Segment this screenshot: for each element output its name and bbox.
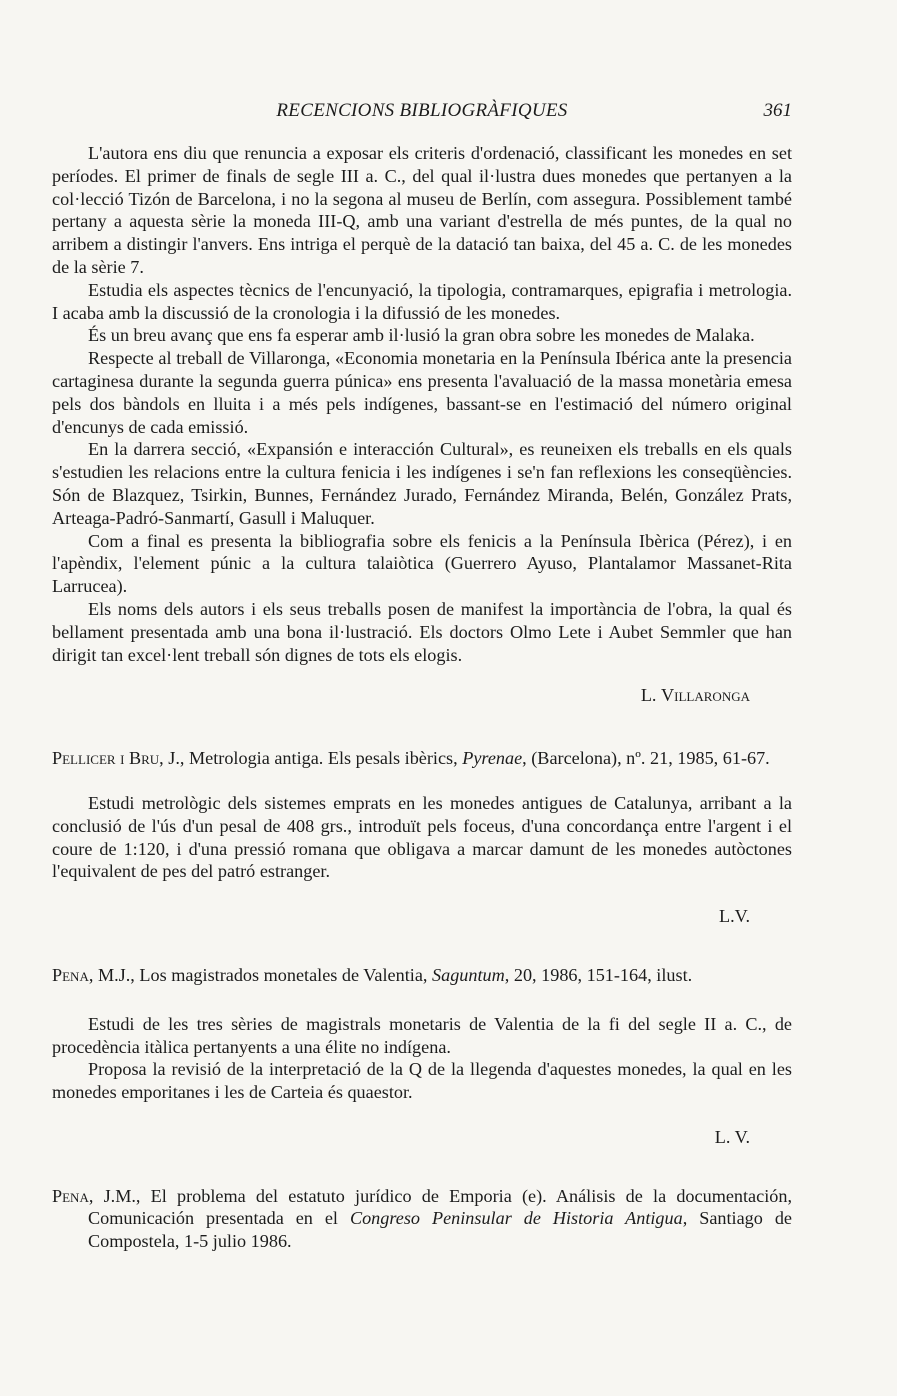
reviewer-signature: L.V. [719,906,750,927]
review-entry [52,747,792,928]
running-title: RECENCIONS BIBLIOGRÀFIQUES [276,100,568,121]
paragraph: És un breu avanç que ens fa esperar amb il·lusió la gran obra sobre les monedes de Malaka. [88,325,755,346]
review-continuation [52,142,792,707]
citation-author: Pena [52,964,89,985]
paragraph: Proposa la revisió de la interpretació de la Q de la llegenda d'aquestes monedes, la qual en les monedes emporitanes i les de Carteia és quaestor. [52,1059,792,1103]
paragraph: Respecte al treball de Villaronga, «Economia monetaria en la Península Ibérica ante la presencia cartaginesa durante la segunda guerra púnica» ens presenta l'avaluació de la massa monetària emesa pels dos bàndols en lluita i a més pels indígenes, bassant-se en l'estimació del número original d'encunys de cada emissió. [52,348,792,437]
page-body [52,142,792,1275]
citation-tail: , (Barcelona), nº. 21, 1985, 61-67. [522,748,770,769]
bibliographic-citation [52,747,792,770]
citation-author: Pena [52,1185,89,1206]
paragraph: Com a final es presenta la bibliografia sobre els fenicis a la Península Ibèrica (Pérez), i en l'apèndix, l'element púnic a la cultura talaiòtica (Guerrero Ayuso, Plantalamor Massanet-Rita Larrucea). [52,530,792,597]
citation-text: , J., Metrologia antiga. Els pesals ibèrics, [159,748,463,769]
paragraph: Estudia els aspectes tècnics de l'encunyació, la tipologia, contramarques, epigrafia i metrologia. I acaba amb la discussió de la cronologia i la difussió de les monedes. [52,279,792,323]
paragraph: Estudi metrològic dels sistemes emprats en les monedes antigues de Catalunya, arribant a la conclusió de l'ús d'un pesal de 408 grs., introduït pels foceus, d'una concordança entre l'argent i el coure de 1:120, i d'una pressió romana que obligava a marcar damunt de les monedes autòctones l'equivalent de pes del patró estranger. [52,792,792,882]
signature-name: Villaronga [661,685,750,706]
citation-journal: Congreso Peninsular de Historia Antigua [349,1208,683,1229]
paragraph: L'autora ens diu que renuncia a exposar els criteris d'ordenació, classificant les monedes en set períodes. El primer de finals de segle III a. C., del qual il·lustra dues monedes que pertanyen a la col·lecció Tizón de Barcelona, i no la segona al museu de Berlín, com assegura. Possiblement també pertany a aquesta sèrie la moneda III-Q, amb una variant d'estrella de més puntes, de la qual no arribem a distingir l'anvers. Ens intriga el perquè de la datació tan baixa, del 45 a. C. de les monedes de la sèrie 7. [52,143,792,277]
page-header [52,100,792,130]
paragraph: En la darrera secció, «Expansión e interacción Cultural», es reuneixen els treballs en els quals s'estudien les relacions entre la cultura fenicia i les indígenes i se'n fan reflexions les conseqüències. Són de Blazquez, Tsirkin, Bunnes, Fernández Jurado, Fernández Miranda, Belén, González Prats, Arteaga-Padró-Sanmartí, Gasull i Maluquer. [52,439,792,528]
citation-tail: , 20, 1986, 151-164, ilust. [504,964,693,985]
bibliographic-citation [52,964,792,987]
citation-text: , J.M., El problema del estatuto jurídico de Emporia (e). Análisis de la documentación, Comunicación presentada en el [88,1185,792,1229]
citation-journal: Pyrenae [462,748,523,769]
reviewer-signature: L. V. [714,1126,750,1147]
citation-author: Pellicer i Bru [52,748,160,769]
review-entry [52,964,792,1149]
citation-journal: Saguntum [432,964,505,985]
paragraph: Estudi de les tres sèries de magistrals monetaris de Valentia de la fi del segle II a. C., de procedència itàlica pertanyents a una élite no indígena. [52,1013,792,1057]
page-number: 361 [763,100,792,121]
reviewer-signature [52,684,792,707]
paragraph: Els noms dels autors i els seus treballs posen de manifest la importància de l'obra, la qual és bellament presentada amb una bona il·lustració. Els doctors Olmo Lete i Aubet Semmler que han dirigit tan excel·lent treball són dignes de tots els elogis. [52,598,792,665]
citation-tail: , Santiago de Compostela, 1-5 julio 1986. [88,1208,792,1252]
review-entry [52,1185,792,1253]
citation-text: , M.J., Los magistrados monetales de Valentia, [88,964,432,985]
bibliographic-citation [52,1185,792,1253]
signature-initial: L. [640,685,662,706]
